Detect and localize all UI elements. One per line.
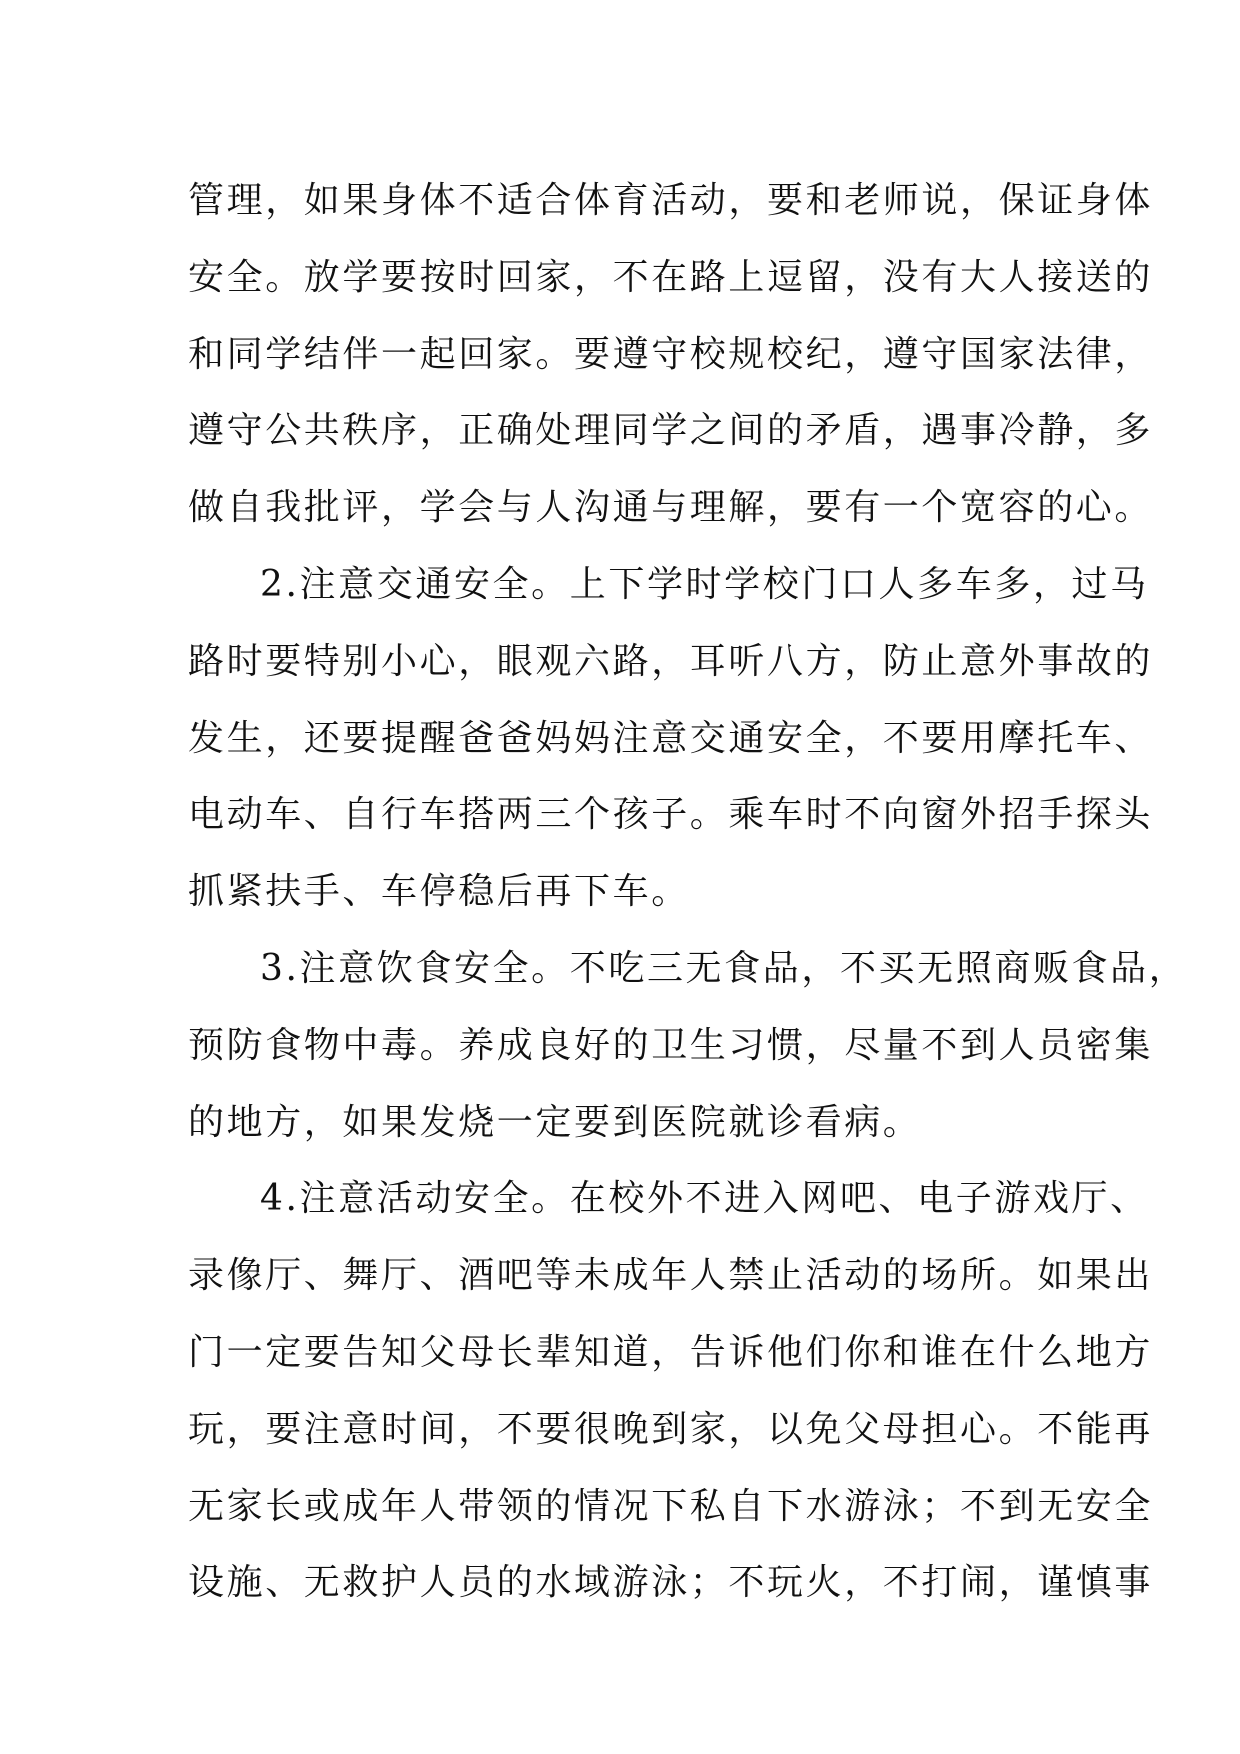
paragraph-start-line: 4.注意活动安全。在校外不进入网吧、电子游戏厅、 xyxy=(260,1178,1149,1220)
text-line: 预防食物中毒。养成良好的卫生习惯，尽量不到人员密集 xyxy=(188,1024,1154,1066)
text-line: 路时要特别小心，眼观六路，耳听八方，防止意外事故的 xyxy=(188,640,1154,682)
text-line: 遵守公共秩序，正确处理同学之间的矛盾，遇事冷静，多 xyxy=(188,410,1154,452)
text-line: 和同学结伴一起回家。要遵守校规校纪，遵守国家法律， xyxy=(188,333,1154,375)
text-line: 做自我批评，学会与人沟通与理解，要有一个宽容的心。 xyxy=(188,487,1154,529)
paragraph-start-line: 3.注意饮食安全。不吃三无食品，不买无照商贩食品， xyxy=(260,947,1188,989)
text-line: 录像厅、舞厅、酒吧等未成年人禁止活动的场所。如果出 xyxy=(188,1255,1154,1297)
text-line: 门一定要告知父母长辈知道，告诉他们你和谁在什么地方 xyxy=(188,1331,1154,1373)
text-line: 管理，如果身体不适合体育活动，要和老师说，保证身体 xyxy=(188,180,1154,221)
text-line: 电动车、自行车搭两三个孩子。乘车时不向窗外招手探头 xyxy=(188,794,1154,836)
text-line: 无家长或成年人带领的情况下私自下水游泳；不到无安全 xyxy=(188,1485,1154,1527)
text-line: 安全。放学要按时回家，不在路上逗留，没有大人接送的 xyxy=(188,256,1154,298)
text-line: 玩，要注意时间，不要很晚到家，以免父母担心。不能再 xyxy=(188,1408,1154,1450)
paragraph-start-line: 2.注意交通安全。上下学时学校门口人多车多，过马 xyxy=(260,563,1149,605)
text-line: 抓紧扶手、车停稳后再下车。 xyxy=(188,871,690,913)
text-line: 的地方，如果发烧一定要到医院就诊看病。 xyxy=(188,1101,922,1143)
body-text xyxy=(188,163,1188,1622)
text-line: 发生，还要提醒爸爸妈妈注意交通安全，不要用摩托车、 xyxy=(188,717,1154,759)
text-line: 设施、无救护人员的水域游泳；不玩火，不打闹，谨慎事 xyxy=(188,1562,1154,1604)
